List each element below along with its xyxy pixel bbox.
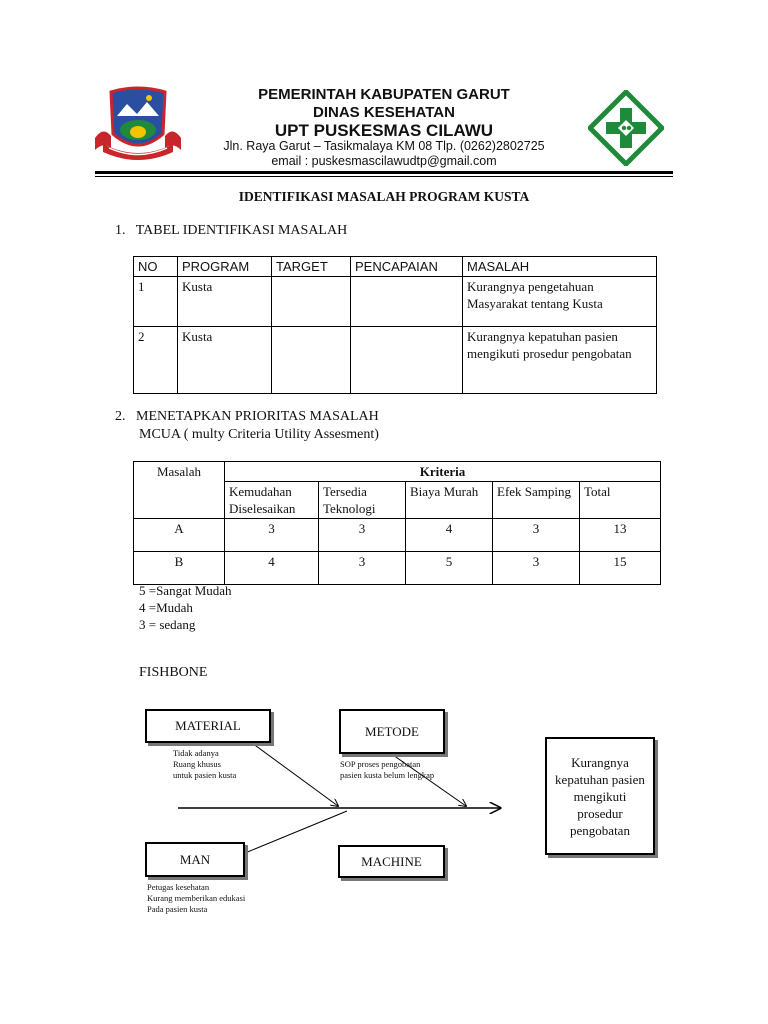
letterhead-email: email : puskesmascilawudtp@gmail.com xyxy=(271,154,497,168)
cell-masalah: Kurangnya kepatuhan pasien mengikuti prosedur pengobatan xyxy=(463,327,657,394)
header-pencapaian: PENCAPAIAN xyxy=(351,257,463,277)
cause-line: Petugas kesehatan xyxy=(147,882,210,892)
header-masalah: MASALAH xyxy=(463,257,657,277)
fishbone-head-box: Kurangnya kepatuhan pasien mengikuti prosedur pengobatan xyxy=(545,737,655,855)
section-2-heading: 2. MENETAPKAN PRIORITAS MASALAH xyxy=(115,409,379,424)
fishbone-heading: FISHBONE xyxy=(139,665,208,680)
cause-line: Tidak adanya xyxy=(173,748,219,758)
metode-cause xyxy=(340,759,434,781)
material-cause xyxy=(173,748,236,781)
cell-masalah: Kurangnya pengetahuan Masyarakat tentang Kusta xyxy=(463,277,657,327)
letterhead-line-3: UPT PUSKESMAS CILAWU xyxy=(274,121,494,140)
legend-item: 3 = sedang xyxy=(139,617,196,632)
score-cell: 3 xyxy=(319,519,406,552)
total-cell: 15 xyxy=(580,552,661,585)
header-no: NO xyxy=(134,257,178,277)
man-cause xyxy=(147,882,245,915)
row-label: B xyxy=(134,552,225,585)
man-box: MAN xyxy=(145,842,245,877)
header-program: PROGRAM xyxy=(178,257,272,277)
score-cell: 4 xyxy=(406,519,493,552)
criteria-teknologi: Tersedia Teknologi xyxy=(319,482,406,519)
machine-box: MACHINE xyxy=(338,845,445,878)
legend-item: 5 =Sangat Mudah xyxy=(139,583,232,598)
legend-item: 4 =Mudah xyxy=(139,600,193,615)
cause-line: untuk pasien kusta xyxy=(173,770,237,780)
metode-box: METODE xyxy=(339,709,445,754)
letterhead-line-2: DINAS KESEHATAN xyxy=(313,104,455,121)
header-kriteria: Kriteria xyxy=(225,462,661,482)
cell-no: 2 xyxy=(134,327,178,394)
man-bone xyxy=(245,811,347,853)
section-1-heading: 1. TABEL IDENTIFIKASI MASALAH xyxy=(115,223,348,238)
cell-program: Kusta xyxy=(178,277,272,327)
cause-line: Pada pasien kusta xyxy=(147,904,208,914)
score-cell: 4 xyxy=(225,552,319,585)
document-title: IDENTIFIKASI MASALAH PROGRAM KUSTA xyxy=(238,189,530,204)
criteria-biaya: Biaya Murah xyxy=(406,482,493,519)
cell-no: 1 xyxy=(134,277,178,327)
cell-program: Kusta xyxy=(178,327,272,394)
criteria-kemudahan: Kemudahan Diselesaikan xyxy=(225,482,319,519)
score-cell: 5 xyxy=(406,552,493,585)
score-cell: 3 xyxy=(493,519,580,552)
letterhead-line-1: PEMERINTAH KABUPATEN GARUT xyxy=(258,86,510,103)
score-cell: 3 xyxy=(493,552,580,585)
cause-line: Kurang memberikan edukasi xyxy=(147,893,246,903)
score-cell: 3 xyxy=(225,519,319,552)
section-2-subheading: MCUA ( multy Criteria Utility Assesment) xyxy=(139,427,379,442)
total-cell: 13 xyxy=(580,519,661,552)
criteria-total: Total xyxy=(580,482,661,519)
criteria-efek: Efek Samping xyxy=(493,482,580,519)
material-bone xyxy=(252,743,338,806)
cause-line: Ruang khusus xyxy=(173,759,221,769)
header-masalah: Masalah xyxy=(134,462,225,519)
row-label: A xyxy=(134,519,225,552)
letterhead-address: Jln. Raya Garut – Tasikmalaya KM 08 Tlp. (0262)2802725 xyxy=(223,139,545,153)
material-box: MATERIAL xyxy=(145,709,271,743)
cause-line: SOP proses pengobatan xyxy=(340,759,421,769)
score-cell: 3 xyxy=(319,552,406,585)
header-target: TARGET xyxy=(272,257,351,277)
cause-line: pasien kusta belum lengkap xyxy=(340,770,435,780)
